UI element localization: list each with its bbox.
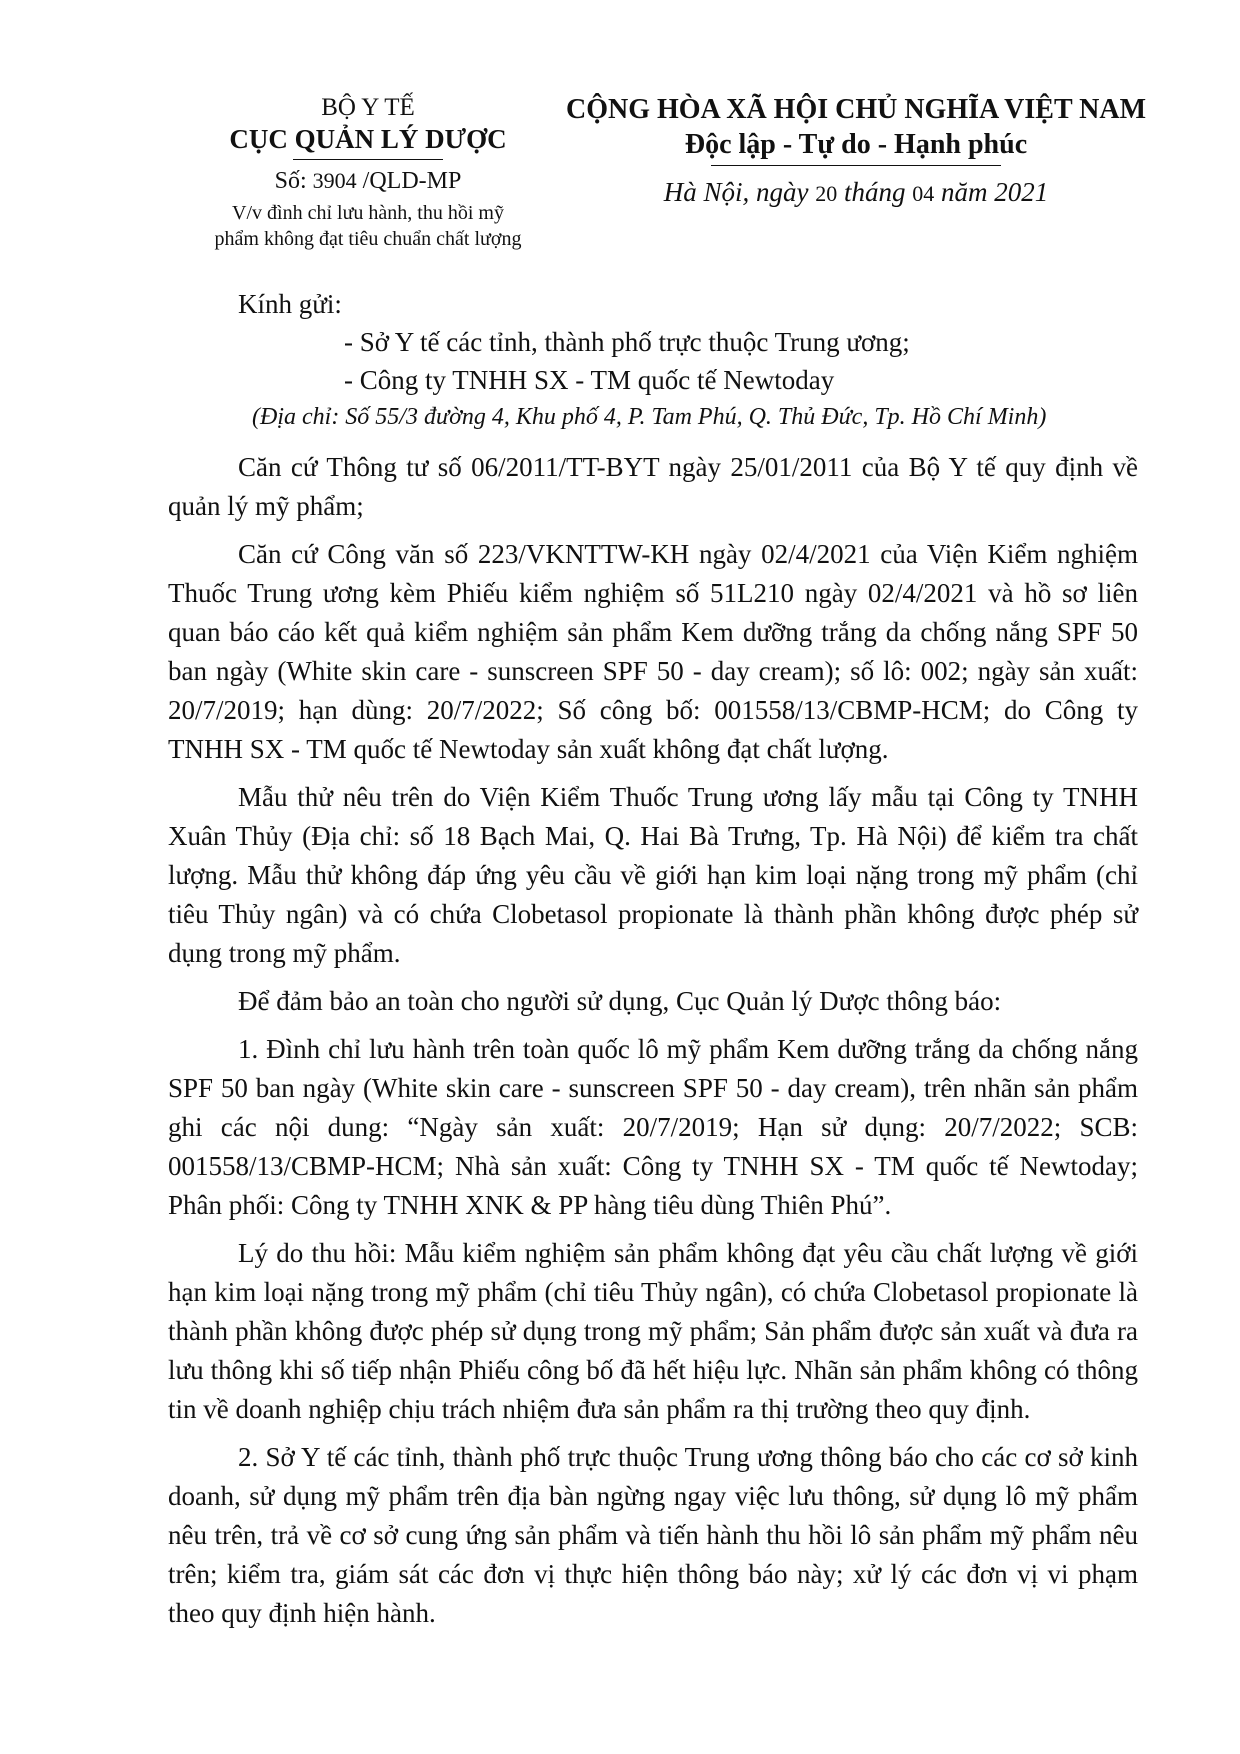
- doc-no-prefix: Số:: [274, 168, 307, 194]
- department-underline: [293, 159, 443, 160]
- motto-underline: [711, 165, 1001, 166]
- recipient-1: - Sở Y tế các tỉnh, thành phố trực thuộc Trung ương;: [344, 326, 910, 357]
- subject-line-2: phẩm không đạt tiêu chuẩn chất lượng: [214, 228, 522, 250]
- doc-no-number: 3904: [312, 168, 357, 193]
- paragraph-item-1: 1. Đình chỉ lưu hành trên toàn quốc lô mỹ phẩm Kem dưỡng trắng da chống nắng SPF 50 ban ngày (White skin care - sunscreen SPF 50 - day cream), trên nhãn sản phẩm ghi các nội dung: “Ngày sản xuất: 20/7/2019; Hạn sử dụng: 20/7/2022; SCB: 001558/13/CBMP-HCM; Nhà sản xuất: Công ty TNHH SX - TM quốc tế Newtoday; Phân phối: Công ty TNHH XNK & PP hàng tiêu dùng Thiên Phú”.: [168, 1034, 1138, 1220]
- paragraph-legal-basis-2: Căn cứ Công văn số 223/VKNTTW-KH ngày 02/4/2021 của Viện Kiểm nghiệm Thuốc Trung ương kèm Phiếu kiểm nghiệm số 51L210 ngày 02/4/2021 và hồ sơ liên quan báo cáo kết quả kiểm nghiệm sản phẩm Kem dưỡng trắng da chống nắng SPF 50 ban ngày (White skin care - sunscreen SPF 50 - day cream); số lô: 002; ngày sản xuất: 20/7/2019; hạn dùng: 20/7/2022; Số công bố: 001558/13/CBMP-HCM; do Công ty TNHH SX - TM quốc tế Newtoday sản xuất không đạt chất lượng.: [168, 539, 1138, 764]
- recipient-address: (Địa chỉ: Số 55/3 đường 4, Khu phố 4, P. Tam Phú, Q. Thủ Đức, Tp. Hồ Chí Minh): [252, 404, 1047, 431]
- date-month: 04: [912, 181, 935, 206]
- ministry-name: BỘ Y TẾ: [321, 94, 415, 121]
- national-motto: Độc lập - Tự do - Hạnh phúc: [684, 129, 1028, 160]
- paragraph-legal-basis-1: Căn cứ Thông tư số 06/2011/TT-BYT ngày 25/01/2011 của Bộ Y tế quy định về quản lý mỹ phẩm;: [168, 452, 1138, 521]
- date-month-label: tháng: [843, 177, 906, 207]
- date-year: năm 2021: [941, 177, 1049, 207]
- document-body: [168, 448, 1138, 1642]
- paragraph-recall-reason: Lý do thu hồi: Mẫu kiểm nghiệm sản phẩm không đạt yêu cầu chất lượng về giới hạn kim loại nặng trong mỹ phẩm (chỉ tiêu Thủy ngân), có chứa Clobetasol propionate là thành phần không được phép sử dụng trong mỹ phẩm; Sản phẩm được sản xuất và đưa ra lưu thông khi số tiếp nhận Phiếu công bố đã hết hiệu lực. Nhãn sản phẩm không có thông tin về doanh nghiệp chịu trách nhiệm đưa sản phẩm ra thị trường theo quy định.: [168, 1238, 1138, 1424]
- document-number: [188, 166, 548, 196]
- doc-no-suffix: /QLD-MP: [362, 168, 462, 194]
- document-subject: [188, 200, 548, 252]
- paragraph-sample-info: Mẫu thử nêu trên do Viện Kiểm Thuốc Trung ương lấy mẫu tại Công ty TNHH Xuân Thủy (Địa chỉ: số 18 Bạch Mai, Q. Hai Bà Trưng, Tp. Hà Nội) để kiểm tra chất lượng. Mẫu thử không đáp ứng yêu cầu về giới hạn kim loại nặng trong mỹ phẩm (chỉ tiêu Thủy ngân) và có chứa Clobetasol propionate là thành phần không được phép sử dụng trong mỹ phẩm.: [168, 782, 1138, 968]
- subject-line-1: V/v đình chỉ lưu hành, thu hồi mỹ: [232, 202, 504, 224]
- date-day: 20: [815, 181, 838, 206]
- date-line: [556, 176, 1156, 210]
- recipients-block: [238, 286, 1046, 435]
- date-place: Hà Nội, ngày: [663, 177, 809, 207]
- issuer-header: [188, 92, 548, 252]
- greeting: Kính gửi:: [238, 289, 342, 319]
- national-header: [556, 92, 1156, 210]
- paragraph-notice-intro: Để đảm bảo an toàn cho người sử dụng, Cục Quản lý Dược thông báo:: [238, 986, 1002, 1016]
- paragraph-item-2: 2. Sở Y tế các tỉnh, thành phố trực thuộc Trung ương thông báo cho các cơ sở kinh doanh, sử dụng mỹ phẩm trên địa bàn ngừng ngay việc lưu thông, sử dụng lô mỹ phẩm nêu trên, trả về cơ sở cung ứng sản phẩm và tiến hành thu hồi lô sản phẩm mỹ phẩm nêu trên; kiểm tra, giám sát các đơn vị thực hiện thông báo này; xử lý các đơn vị vi phạm theo quy định hiện hành.: [168, 1442, 1138, 1628]
- nation-name: CỘNG HÒA XÃ HỘI CHỦ NGHĨA VIỆT NAM: [565, 94, 1147, 125]
- recipient-2: - Công ty TNHH SX - TM quốc tế Newtoday: [344, 364, 835, 395]
- department-name: CỤC QUẢN LÝ DƯỢC: [229, 124, 507, 155]
